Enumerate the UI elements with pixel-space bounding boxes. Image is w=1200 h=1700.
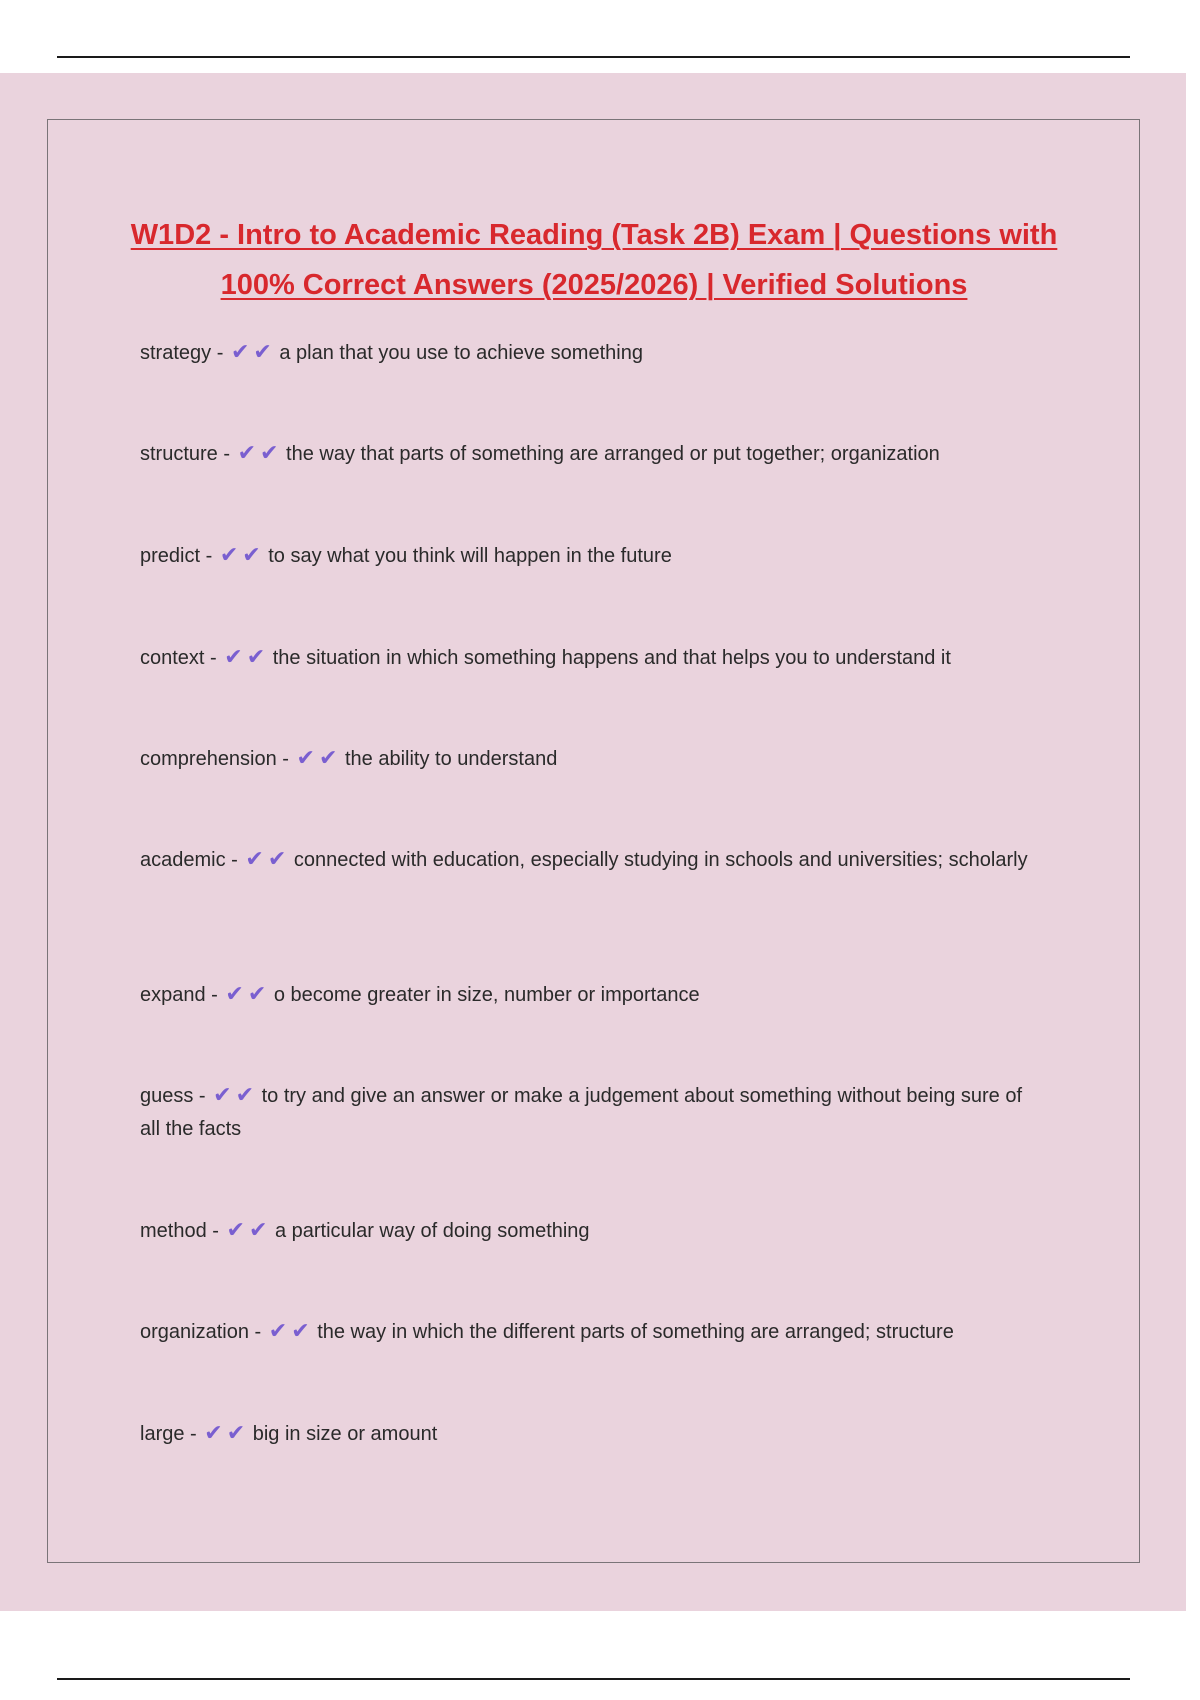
separator: - — [184, 1423, 203, 1445]
checkmark-icon: ✔ — [204, 1420, 223, 1445]
separator: - — [276, 748, 295, 770]
separator: - — [193, 1085, 212, 1107]
list-item — [140, 1416, 1040, 1451]
checkmark-icon: ✔ — [226, 1420, 246, 1445]
list-item — [140, 436, 1040, 471]
checkmark-icon: ✔ — [235, 1082, 255, 1107]
list-item — [140, 842, 1040, 877]
definition: the situation in which something happens and that helps you to understand it — [272, 647, 951, 669]
list-item — [140, 1213, 1040, 1248]
separator: - — [206, 1220, 225, 1242]
checkmark-icon: ✔ — [318, 745, 338, 770]
checkmark-icon: ✔ — [267, 846, 287, 871]
footer-rule — [57, 1678, 1130, 1680]
checkmark-icon: ✔ — [253, 339, 272, 364]
definition: a plan that you use to achieve something — [279, 342, 643, 364]
separator: - — [211, 342, 229, 364]
term: expand — [140, 984, 206, 1006]
checkmark-icon: ✔ — [224, 644, 243, 669]
definition: big in size or amount — [252, 1423, 438, 1445]
checkmark-icon: ✔ — [248, 1217, 268, 1242]
term: context — [140, 647, 205, 669]
definition: to say what you think will happen in the future — [268, 545, 672, 567]
separator: - — [225, 849, 244, 871]
checkmark-icon: ✔ — [247, 981, 267, 1006]
separator: - — [217, 443, 236, 465]
checkmark-icon: ✔ — [268, 1318, 288, 1343]
checkmark-icon: ✔ — [237, 440, 257, 465]
term: organization — [140, 1321, 249, 1343]
list-item — [140, 640, 1040, 675]
separator: - — [205, 984, 224, 1006]
checkmark-icon: ✔ — [242, 542, 261, 567]
definition: the way that parts of something are arranged or put together; organization — [286, 443, 940, 465]
separator: - — [248, 1321, 267, 1343]
term: method — [140, 1220, 207, 1242]
checkmark-icon: ✔ — [245, 846, 264, 871]
definition: to try and give an answer or make a judgement about something without being sure of all the facts — [140, 1085, 1023, 1140]
checkmark-icon: ✔ — [246, 644, 266, 669]
definition: the ability to understand — [344, 748, 558, 770]
checkmark-icon: ✔ — [296, 745, 315, 770]
term: academic — [140, 849, 226, 871]
list-item — [140, 335, 1040, 370]
separator: - — [200, 545, 218, 567]
term: guess — [140, 1085, 194, 1107]
list-item — [140, 741, 1040, 776]
definition: o become greater in size, number or importance — [273, 984, 700, 1006]
term: structure — [140, 443, 218, 465]
list-item — [140, 538, 1040, 573]
checkmark-icon: ✔ — [291, 1318, 310, 1343]
checkmark-icon: ✔ — [226, 1217, 245, 1242]
separator: - — [204, 647, 223, 669]
term: predict — [140, 545, 201, 567]
list-item — [140, 1314, 1040, 1349]
checkmark-icon: ✔ — [225, 981, 244, 1006]
checkmark-icon: ✔ — [260, 440, 279, 465]
header-rule — [57, 56, 1130, 58]
term: large — [140, 1423, 185, 1445]
checkmark-icon: ✔ — [213, 1082, 232, 1107]
checkmark-icon: ✔ — [230, 339, 250, 364]
definition: connected with education, especially studying in schools and universities; scholarly — [293, 849, 1028, 871]
list-item — [140, 1078, 1040, 1146]
term: comprehension — [140, 748, 277, 770]
checkmark-icon: ✔ — [219, 542, 239, 567]
term: strategy — [140, 342, 212, 364]
definition: the way in which the different parts of something are arranged; structure — [317, 1321, 954, 1343]
list-item — [140, 977, 1040, 1012]
definition: a particular way of doing something — [274, 1220, 590, 1242]
document-title: W1D2 - Intro to Academic Reading (Task 2B) Exam | Questions with 100% Correct Answers (2025/2026) | Verified Solutions — [130, 219, 1058, 301]
